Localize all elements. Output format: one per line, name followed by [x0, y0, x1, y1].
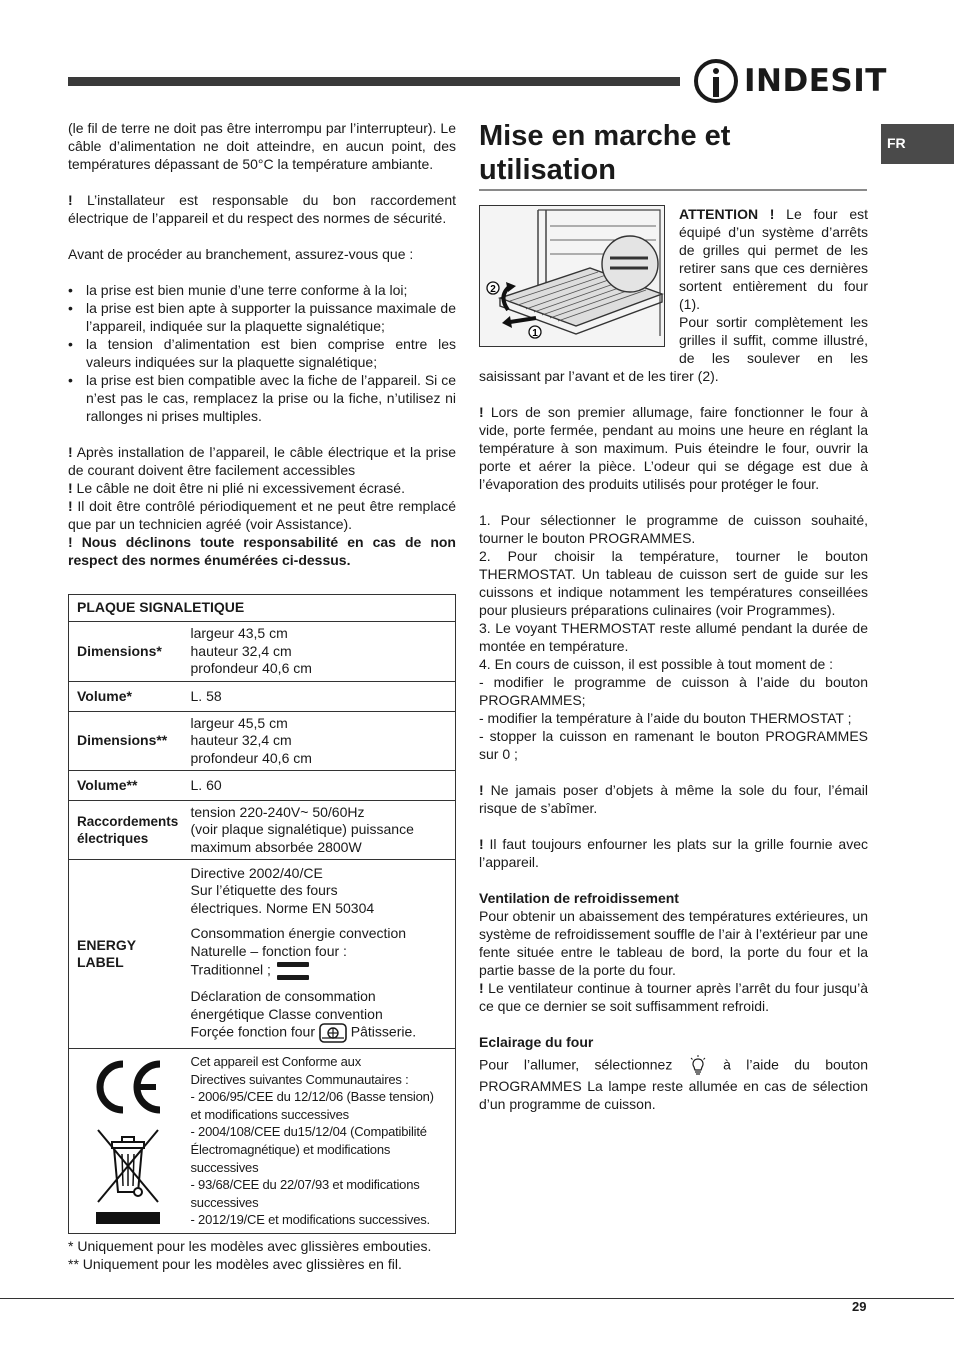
dimensions-label: Dimensions** [69, 712, 187, 771]
floor-warning: ! Ne jamais poser d’objets à même la sole du four, l’émail risque de s’abîmer. [479, 782, 868, 816]
volume-label: Volume* [69, 682, 187, 712]
pastry-fan-icon [319, 1023, 347, 1043]
traditional-mode-icon [277, 960, 309, 982]
step-item: 1. Pour sélectionner le programme de cuisson souhaité, tourner le bouton PROGRAMMES. [479, 512, 868, 546]
list-item: • la tension d’alimentation est bien comprise entre les valeurs indiquées sur la plaquette signalétique; [68, 335, 456, 371]
warning-cable: ! Le câble ne doit être ni plié ni excessivement écrasé. [68, 480, 405, 496]
electrical-label: Raccordements électriques [69, 801, 187, 860]
compliance-icons [69, 1049, 187, 1234]
ventilation-heading: Ventilation de refroidissement [479, 890, 679, 906]
step-item: 4. En cours de cuisson, il est possible à tout moment de : [479, 656, 834, 672]
section-title: Mise en marche et utilisation [479, 119, 867, 191]
compliance-text: Cet appareil est Conforme aux Directives suivantes Communautaires : - 2006/95/CEE du 12/12/06 (Basse tension) et modifications successives - 2004/108/CEE du15/12/04 (Compatibilité Électromagnétique) et modifications successives - 93/68/CEE du 22/07/93 et modifications successives - 2012/19/CE et modifications successives. [187, 1049, 456, 1234]
logo-i-icon [694, 59, 738, 103]
dimensions-value: largeur 43,5 cm hauteur 32,4 cm profondeur 40,6 cm [187, 622, 456, 682]
page-number: 29 [852, 1299, 867, 1314]
step-item: 3. Le voyant THERMOSTAT reste allumé pendant la durée de montée en température. [479, 620, 868, 654]
step-item: - modifier le programme de cuisson à l’aide du bouton PROGRAMMES; [479, 674, 868, 708]
before-connect-paragraph: Avant de procéder au branchement, assurez-vous que : [68, 246, 414, 262]
oven-lamp-icon [688, 1055, 708, 1077]
first-use-paragraph: ! Lors de son premier allumage, faire fonctionner le four à vide, porte fermée, pendant au moins une heure en réglant la température à son maximum. Puis éteindre le four, ouvrir la porte et aérer la pièce. L’odeur qui se dégage est due à l’évaporation des produits utilisés pour protéger le four. [479, 404, 868, 492]
warning-accessible: ! Après installation de l’appareil, le câble électrique et la prise de courant doivent être facilement accessibles [68, 444, 456, 478]
installer-paragraph: ! L’installateur est responsable du bon raccordement électrique de l’appareil et du respect des normes de sécurité. [68, 192, 456, 226]
figure-step-1-label: 1 [532, 328, 538, 339]
dimensions-label: Dimensions* [69, 622, 187, 682]
right-column [479, 119, 868, 1113]
weee-bin-icon [92, 1124, 164, 1224]
list-item: • la prise est bien compatible avec la fiche de l’appareil. Si ce n’est pas le cas, remplacez la prise ou la fiche, n’utilisez ni rallonges ni prises multiples. [68, 371, 456, 425]
plate-heading: PLAQUE SIGNALETIQUE [69, 595, 456, 622]
bottom-rule [0, 1298, 954, 1299]
oven-rack-figure [479, 205, 665, 347]
grid-warning: ! Il faut toujours enfourner les plats sur la grille fournie avec l’appareil. [479, 836, 868, 870]
lighting-heading: Eclairage du four [479, 1034, 594, 1050]
warning-responsibility: ! Nous déclinons toute responsabilité en cas de non respect des normes énumérées ci-dessus. [68, 534, 456, 568]
checklist [68, 281, 456, 425]
fan-warning: ! Le ventilateur continue à tourner après l’arrêt du four jusqu’à ce que ce dernier se soit suffisamment refroidi. [479, 980, 868, 1014]
step-item: - stopper la cuisson en ramenant le bouton PROGRAMMES sur 0 ; [479, 728, 868, 762]
rating-plate-table [68, 594, 456, 1234]
energy-value: Directive 2002/40/CE Sur l’étiquette des fours électriques. Norme EN 50304 Consommation énergie convection Naturelle – fonction four : Traditionnel ; Déclaration de consommation énergétique Classe convention Forçée fonction four Pâtisserie. [187, 860, 456, 1049]
figure-step-2-label: 2 [490, 284, 496, 295]
lighting-paragraph: Pour l’allumer, sélectionnez à l’aide du bouton PROGRAMMES La lampe reste allumée en cas de sélection d’un programme de cuisson. [479, 1056, 869, 1112]
logo-text: INDESIT [744, 63, 887, 99]
oven-rack-illustration [480, 206, 664, 346]
dimensions-value: largeur 45,5 cm hauteur 32,4 cm profondeur 40,6 cm [187, 712, 456, 771]
indesit-logo [694, 58, 887, 104]
warning-control: ! Il doit être contrôlé périodiquement et ne peut être remplacé que par un technicien agréé (voir Assistance). [68, 498, 456, 532]
volume-label: Volume** [69, 771, 187, 801]
ventilation-paragraph: Pour obtenir un abaissement des températures extérieures, un système de refroidissement souffle de l’air à l’extérieur par une fente située entre le tableau de bord, la porte du four et la partie basse de la porte du four. [479, 908, 868, 978]
header-bar [68, 77, 680, 86]
ce-mark-icon [90, 1058, 166, 1116]
energy-label: ENERGY LABEL [69, 860, 187, 1049]
electrical-value: tension 220-240V~ 50/60Hz (voir plaque signalétique) puissance maximum absorbée 2800W [187, 801, 456, 860]
remove-racks-paragraph: Pour sortir complètement les grilles il suffit, comme illustré, de les soulever en les saisissant par l’avant et de les tirer (2). [479, 314, 868, 384]
ground-wire-paragraph: (le fil de terre ne doit pas être interrompu par l’interrupteur). Le câble d’alimentation ne doit atteindre, en aucun point, des températures dépassant de 50°C la température ambiante. [68, 120, 456, 172]
list-item: • la prise est bien munie d’une terre conforme à la loi; [68, 281, 456, 299]
attention-paragraph: ATTENTION ! Le four est équipé d’un système d’arrêts de grilles qui permet de les retirer sans que ces dernières sortent entièrement du four (1). [679, 206, 868, 312]
step-item: - modifier la température à l’aide du bouton THERMOSTAT ; [479, 710, 852, 726]
step-item: 2. Pour choisir la température, tourner le bouton THERMOSTAT. Un tableau de cuisson sert de guide sur les cuissons et indique notamment les températures conseillées pour plusieurs préparations culinaires (voir Programmes). [479, 548, 868, 618]
left-column [68, 119, 456, 569]
volume-value: L. 58 [187, 682, 456, 712]
footnotes: * Uniquement pour les modèles avec glissières embouties. ** Uniquement pour les modèles avec glissières en fil. [68, 1238, 432, 1272]
list-item: • la prise est bien apte à supporter la puissance maximale de l’appareil, indiquée sur la plaquette signalétique; [68, 299, 456, 335]
language-tab: FR [881, 124, 954, 164]
volume-value: L. 60 [187, 771, 456, 801]
